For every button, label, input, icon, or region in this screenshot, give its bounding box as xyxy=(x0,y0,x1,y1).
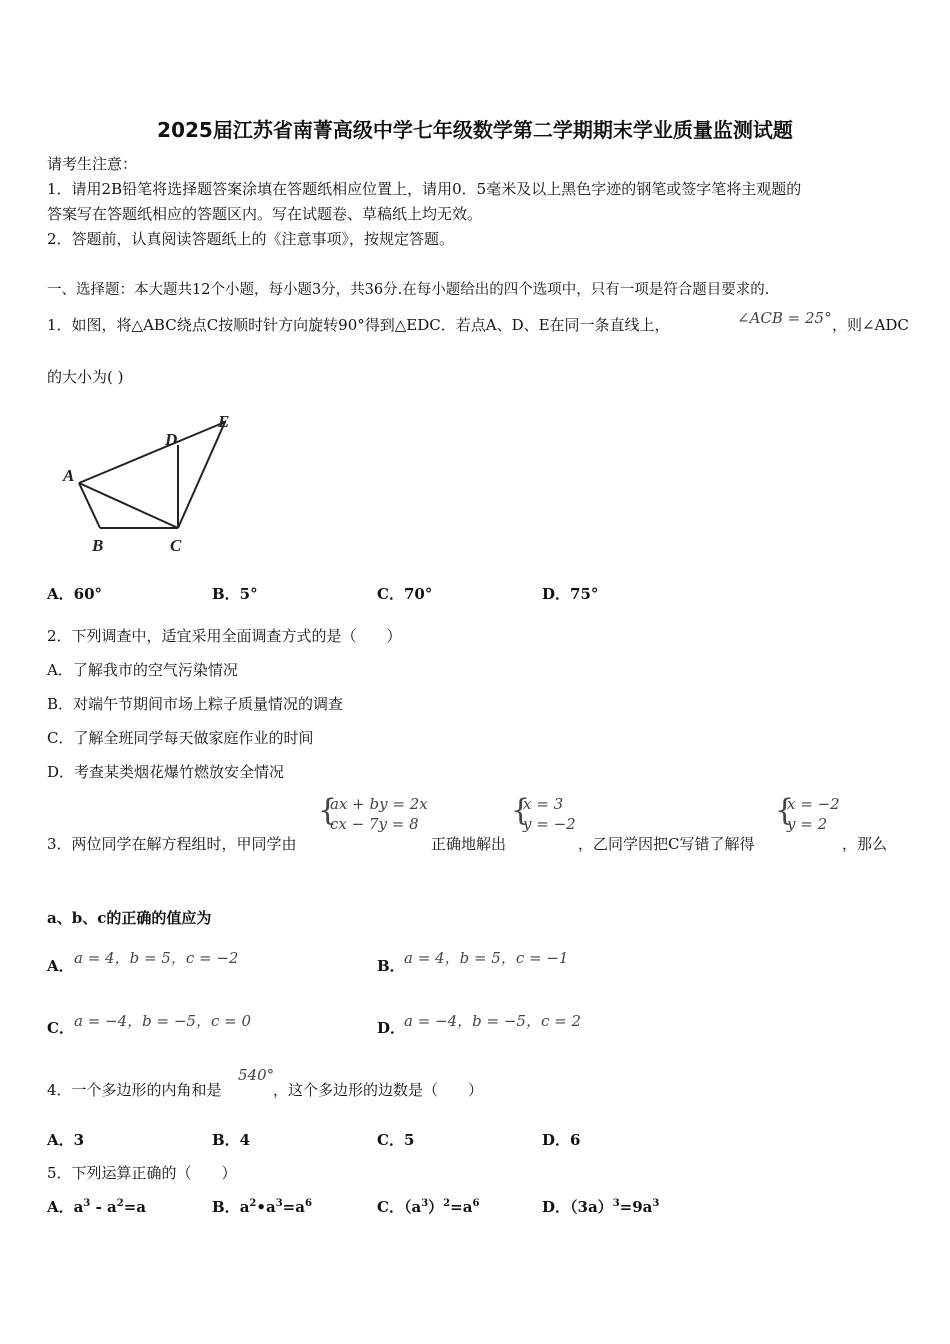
q5-d-exp3: 3 xyxy=(652,1198,660,1209)
question-1-line-2: 的大小为( ) xyxy=(47,368,124,386)
label-d: D xyxy=(165,430,178,449)
q1-number: 1． xyxy=(47,316,72,334)
q3-sys2-eq1: x = 3 xyxy=(523,795,564,813)
q5-b-label: B． xyxy=(212,1198,240,1216)
q1-option-b[interactable]: B．5° xyxy=(212,585,258,603)
notice-line-3: 2．答题前，认真阅读答题纸上的《注意事项》，按规定答题。 xyxy=(47,230,455,248)
q5-d-result: =9a xyxy=(619,1198,653,1216)
q3-option-c-math[interactable]: a = −4，b = −5，c = 0 xyxy=(74,1012,252,1030)
segment-ac xyxy=(79,483,178,528)
q5-b-mid: •a xyxy=(256,1198,276,1216)
q4-angle-math: 540° xyxy=(238,1066,275,1084)
q5-b-exp3: 6 xyxy=(304,1198,312,1209)
q4-option-b[interactable]: B．4 xyxy=(212,1131,251,1149)
q3-sys3-eq1: x = −2 xyxy=(787,795,840,813)
q2-option-b[interactable]: B．对端午节期间市场上粽子质量情况的调查 xyxy=(47,695,344,713)
q5-a-mid: - a xyxy=(90,1198,117,1216)
q4-option-d[interactable]: D．6 xyxy=(542,1131,581,1149)
notice-line-2: 答案写在答题纸相应的答题区内。写在试题卷、草稿纸上均无效。 xyxy=(47,205,483,223)
q5-b-exp1: 2 xyxy=(249,1198,257,1209)
q5-a-result: =a xyxy=(123,1198,146,1216)
q5-b-result: =a xyxy=(282,1198,305,1216)
notice-line-1: 1．请用2B铅笔将选择题答案涂填在答题纸相应位置上，请用0．5毫米及以上黑色字迹的钢笔或签字笔将主观题的 xyxy=(47,180,802,198)
q2-option-d[interactable]: D．考查某类烟花爆竹燃放安全情况 xyxy=(47,763,285,781)
q5-c-base: （a xyxy=(403,1198,422,1216)
q3-option-b-label[interactable]: B． xyxy=(377,957,405,975)
q1-angle-math: ∠ACB = 25° xyxy=(737,309,832,327)
q3-part-2: 正确地解出 xyxy=(431,835,507,853)
q3-part-4: ，那么 xyxy=(842,835,888,853)
q5-d-label: D． xyxy=(542,1198,571,1216)
q5-c-exp1: 3 xyxy=(421,1198,429,1209)
label-a: A xyxy=(63,466,75,485)
q3-sys1-eq2: cx − 7y = 8 xyxy=(330,815,419,833)
q2-option-c[interactable]: C．了解全班同学每天做家庭作业的时间 xyxy=(47,729,314,747)
q3-sys1-eq1: ax + by = 2x xyxy=(330,795,428,813)
q3-option-a-math[interactable]: a = 4，b = 5，c = −2 xyxy=(74,949,239,967)
question-2: 2．下列调查中，适宜采用全面调查方式的是（ ） xyxy=(47,627,402,645)
question-5: 5．下列运算正确的（ ） xyxy=(47,1164,237,1182)
q3-sys3-eq2: y = 2 xyxy=(787,815,828,833)
label-c: C xyxy=(170,536,182,555)
q4-option-c[interactable]: C．5 xyxy=(377,1131,415,1149)
label-e: E xyxy=(218,412,230,431)
q1-text: 如图，将△ABC绕点C按顺时针方向旋转90°得到△EDC．若点A、D、E在同一条直线上， xyxy=(71,316,670,334)
q5-b-exp2: 3 xyxy=(275,1198,283,1209)
q5-a-exp1: 3 xyxy=(83,1198,91,1209)
q4-part-1: 4．一个多边形的内角和是 xyxy=(47,1081,222,1099)
q5-c-exp2: 2 xyxy=(443,1198,451,1209)
q3-line-2: a、b、c的正确的值应为 xyxy=(47,909,212,927)
q2-option-a[interactable]: A．了解我市的空气污染情况 xyxy=(47,661,238,679)
q5-option-a[interactable] xyxy=(47,1196,146,1217)
page-title: 2025届江苏省南菁高级中学七年级数学第二学期期末学业质量监测试题 xyxy=(157,118,793,142)
q5-option-b[interactable] xyxy=(212,1196,312,1217)
q5-d-base: （3a） xyxy=(570,1198,613,1216)
q1-option-c[interactable]: C．70° xyxy=(377,585,433,603)
q3-part-1: 3．两位同学在解方程组时，甲同学由 xyxy=(47,835,297,853)
q3-option-a-label[interactable]: A． xyxy=(47,957,74,975)
q3-system-1: { ax + by = 2x cx − 7y = 8 xyxy=(318,793,428,833)
q3-part-3: ，乙同学因把C写错了解得 xyxy=(578,835,755,853)
q5-c-exp3: 6 xyxy=(472,1198,480,1209)
question-1-line-1 xyxy=(47,314,670,335)
q5-a-exp2: 2 xyxy=(116,1198,124,1209)
q5-d-exp1: 3 xyxy=(612,1198,620,1209)
q5-c-label: C． xyxy=(377,1198,404,1216)
q1-option-d[interactable]: D．75° xyxy=(542,585,599,603)
section-heading: 一、选择题：本大题共12个小题，每小题3分，共36分.在每小题给出的四个选项中，只有一项是符合题目要求的. xyxy=(47,282,770,298)
q5-c-result: =a xyxy=(450,1198,473,1216)
q1-option-a[interactable]: A．60° xyxy=(47,585,103,603)
segment-ab xyxy=(79,483,100,528)
q4-part-2: ，这个多边形的边数是（ ） xyxy=(273,1081,484,1099)
q3-option-b-math[interactable]: a = 4，b = 5，c = −1 xyxy=(404,949,569,967)
q3-sys2-eq2: y = −2 xyxy=(523,815,576,833)
q3-option-c-label[interactable]: C． xyxy=(47,1019,74,1037)
q3-system-2: { x = 3 y = −2 xyxy=(511,793,576,833)
q1-tail: ，则∠ADC xyxy=(832,316,909,334)
q5-c-mid: ） xyxy=(428,1198,444,1216)
triangle-figure xyxy=(55,405,245,560)
q5-a-label: A． xyxy=(47,1198,74,1216)
q5-b-base: a xyxy=(239,1198,250,1216)
label-b: B xyxy=(92,536,104,555)
notice-heading: 请考生注意： xyxy=(47,155,138,173)
q5-option-d[interactable] xyxy=(542,1196,659,1217)
q3-option-d-math[interactable]: a = −4，b = −5，c = 2 xyxy=(404,1012,582,1030)
q3-option-d-label[interactable]: D． xyxy=(377,1019,406,1037)
q4-option-a[interactable]: A．3 xyxy=(47,1131,85,1149)
q5-a-base: a xyxy=(73,1198,84,1216)
q3-system-3: { x = −2 y = 2 xyxy=(775,793,840,833)
q5-option-c[interactable] xyxy=(377,1196,479,1217)
